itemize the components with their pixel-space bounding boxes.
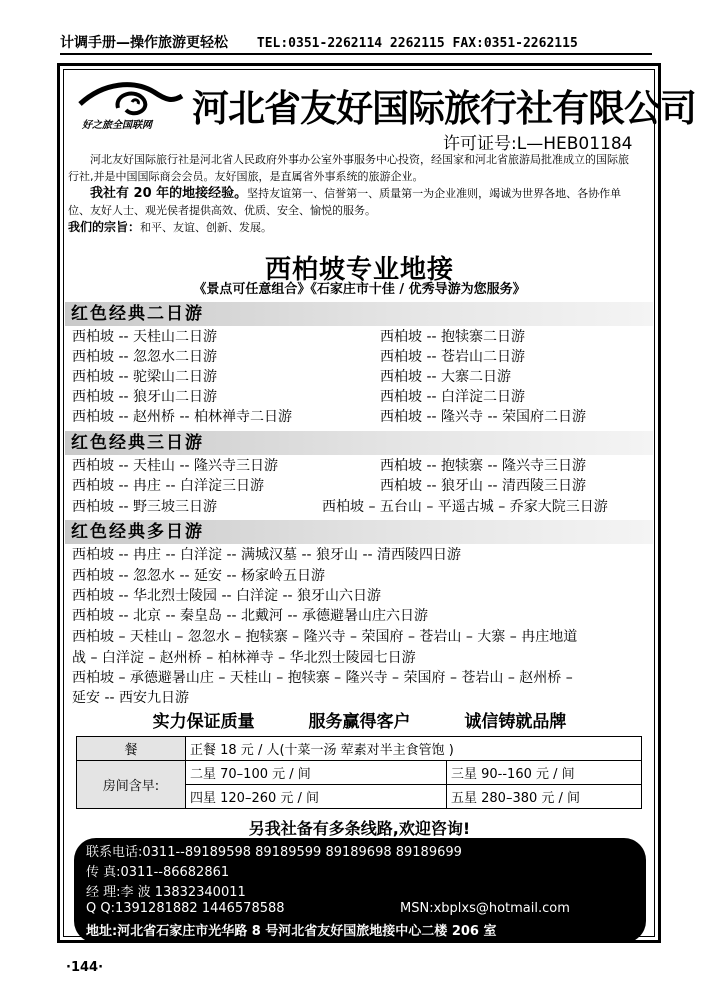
page-header <box>60 32 652 55</box>
section-heading-three-day: 红色经典三日游 <box>65 431 653 455</box>
route-item: 西柏坡 -- 北京 -- 秦皇岛 -- 北戴河 -- 承德避暑山庄六日游 <box>72 608 429 624</box>
contact-phone: 联系电话:0311--89189598 89189599 89189698 89189699 <box>86 845 462 860</box>
route-item: 西柏坡 -- 白洋淀二日游 <box>380 389 526 405</box>
route-item: 西柏坡 -- 天桂山二日游 <box>72 329 218 345</box>
room-price: 四星 120–260 元 / 间 <box>186 785 447 809</box>
contact-qq: Q Q:1391281882 1446578588 <box>86 901 285 916</box>
route-item: 西柏坡 -- 忽忽水 -- 延安 -- 杨家岭五日游 <box>72 568 326 584</box>
route-item: 西柏坡 -- 冉庄 -- 白洋淀三日游 <box>72 478 265 494</box>
route-item: 西柏坡 -- 苍岩山二日游 <box>380 349 526 365</box>
license-number: 许可证号:L—HEB01184 <box>443 134 633 154</box>
route-item: 西柏坡 -- 抱犊寨二日游 <box>380 329 526 345</box>
route-item: 战 – 白洋淀 – 赵州桥 – 柏林禅寺 – 华北烈士陵园七日游 <box>72 650 416 666</box>
room-price: 三星 90--160 元 / 间 <box>447 761 642 785</box>
room-price: 二星 70–100 元 / 间 <box>186 761 447 785</box>
contact-fax: 传 真:0311--86682861 <box>86 865 230 880</box>
company-name: 河北省友好国际旅行社有限公司 <box>192 87 696 130</box>
company-intro <box>68 151 638 243</box>
price-table <box>76 736 642 809</box>
slogan-integrity: 诚信铸就品牌 <box>464 712 567 732</box>
page-number: ·144· <box>66 960 104 975</box>
header-slogan: 计调手册—操作旅游更轻松 <box>60 35 228 51</box>
route-item: 西柏坡 -- 驼梁山二日游 <box>72 369 218 385</box>
meal-label: 餐 <box>77 737 186 761</box>
route-item: 西柏坡 -- 忽忽水二日游 <box>72 349 218 365</box>
mission-text: 和平、友谊、创新、发展。 <box>140 221 273 234</box>
route-item: 西柏坡 -- 大寨二日游 <box>380 369 512 385</box>
route-item: 西柏坡 – 天桂山 – 忽忽水 – 抱犊寨 – 隆兴寺 – 荣国府 – 苍岩山 – 大寨 – 冉庄地道 <box>72 629 578 645</box>
intro-mission <box>68 219 638 236</box>
route-item: 西柏坡 -- 隆兴寺 -- 荣国府二日游 <box>380 409 587 425</box>
more-routes-note: 另我社备有多条线路,欢迎咨询! <box>248 819 471 838</box>
contact-address <box>74 920 646 942</box>
route-item: 西柏坡 -- 狼牙山 -- 清西陵三日游 <box>380 478 587 494</box>
header-tel: TEL:0351-2262114 2262115 FAX:0351-2262115 <box>256 36 578 51</box>
slogan-service: 服务赢得客户 <box>308 712 411 732</box>
room-price: 五星 280–380 元 / 间 <box>447 785 642 809</box>
section-heading-two-day: 红色经典二日游 <box>65 302 653 326</box>
intro-experience <box>68 185 638 219</box>
room-label: 房间含早: <box>77 761 186 809</box>
address-text: 地址:河北省石家庄市光华路 8 号河北省友好国旅地接中心二楼 206 室 <box>86 924 497 939</box>
table-row <box>77 737 642 761</box>
route-item: 西柏坡 -- 赵州桥 -- 柏林禅寺二日游 <box>72 409 293 425</box>
section-heading-multi-day: 红色经典多日游 <box>65 520 653 544</box>
intro-paragraph: 河北友好国际旅行社是河北省人民政府外事办公室外事服务中心投资，经国家和河北省旅游局批准成立的国际旅行社,并是中国国际商会会员。友好国旅，是直属省外事系统的旅游企业。 <box>68 153 629 183</box>
logo-tagline: 好之旅全国联网 <box>82 120 152 131</box>
route-item: 西柏坡 – 承德避暑山庄 – 天桂山 – 抱犊寨 – 隆兴寺 – 荣国府 – 苍岩山 – 赵州桥 – <box>72 670 573 686</box>
contact-msn: MSN:xbplxs@hotmail.com <box>400 901 570 916</box>
route-item: 西柏坡 -- 天桂山 -- 隆兴寺三日游 <box>72 458 279 474</box>
experience-text: 坚持友谊第一、信誉第一、质量第一为企业准则，竭诚为世界各地、各协作单位、友好人士、观光侯者提供高效、优质、安全、愉悦的服务。 <box>68 187 622 217</box>
table-row <box>77 761 642 785</box>
meal-value: 正餐 18 元 / 人(十菜一汤 荤素对半主食管饱 ) <box>186 737 642 761</box>
mission-label: 我们的宗旨： <box>68 220 141 234</box>
brand-slogans <box>0 707 719 732</box>
route-item: 西柏坡 -- 冉庄 -- 白洋淀 -- 满城汉墓 -- 狼牙山 -- 清西陵四日游 <box>72 547 462 563</box>
route-item: 延安 -- 西安九日游 <box>72 690 190 706</box>
experience-highlight: 我社有 20 年的地接经验。 <box>90 186 248 201</box>
slogan-quality: 实力保证质量 <box>152 712 255 732</box>
route-item: 西柏坡 -- 华北烈士陵园 -- 白洋淀 -- 狼牙山六日游 <box>72 588 382 604</box>
route-item: 西柏坡 -- 野三坡三日游 <box>72 499 218 515</box>
route-item: 西柏坡 -- 抱犊寨 -- 隆兴寺三日游 <box>380 458 587 474</box>
main-subtitle: 《景点可任意组合》《石家庄市十佳 / 优秀导游为您服务》 <box>193 282 526 297</box>
route-item: 西柏坡 -- 狼牙山二日游 <box>72 389 218 405</box>
route-item: 西柏坡 – 五台山 – 平遥古城 – 乔家大院三日游 <box>322 499 608 515</box>
contact-manager: 经 理:李 波 13832340011 <box>86 885 246 900</box>
main-title: 西柏坡专业地接 <box>264 255 454 285</box>
